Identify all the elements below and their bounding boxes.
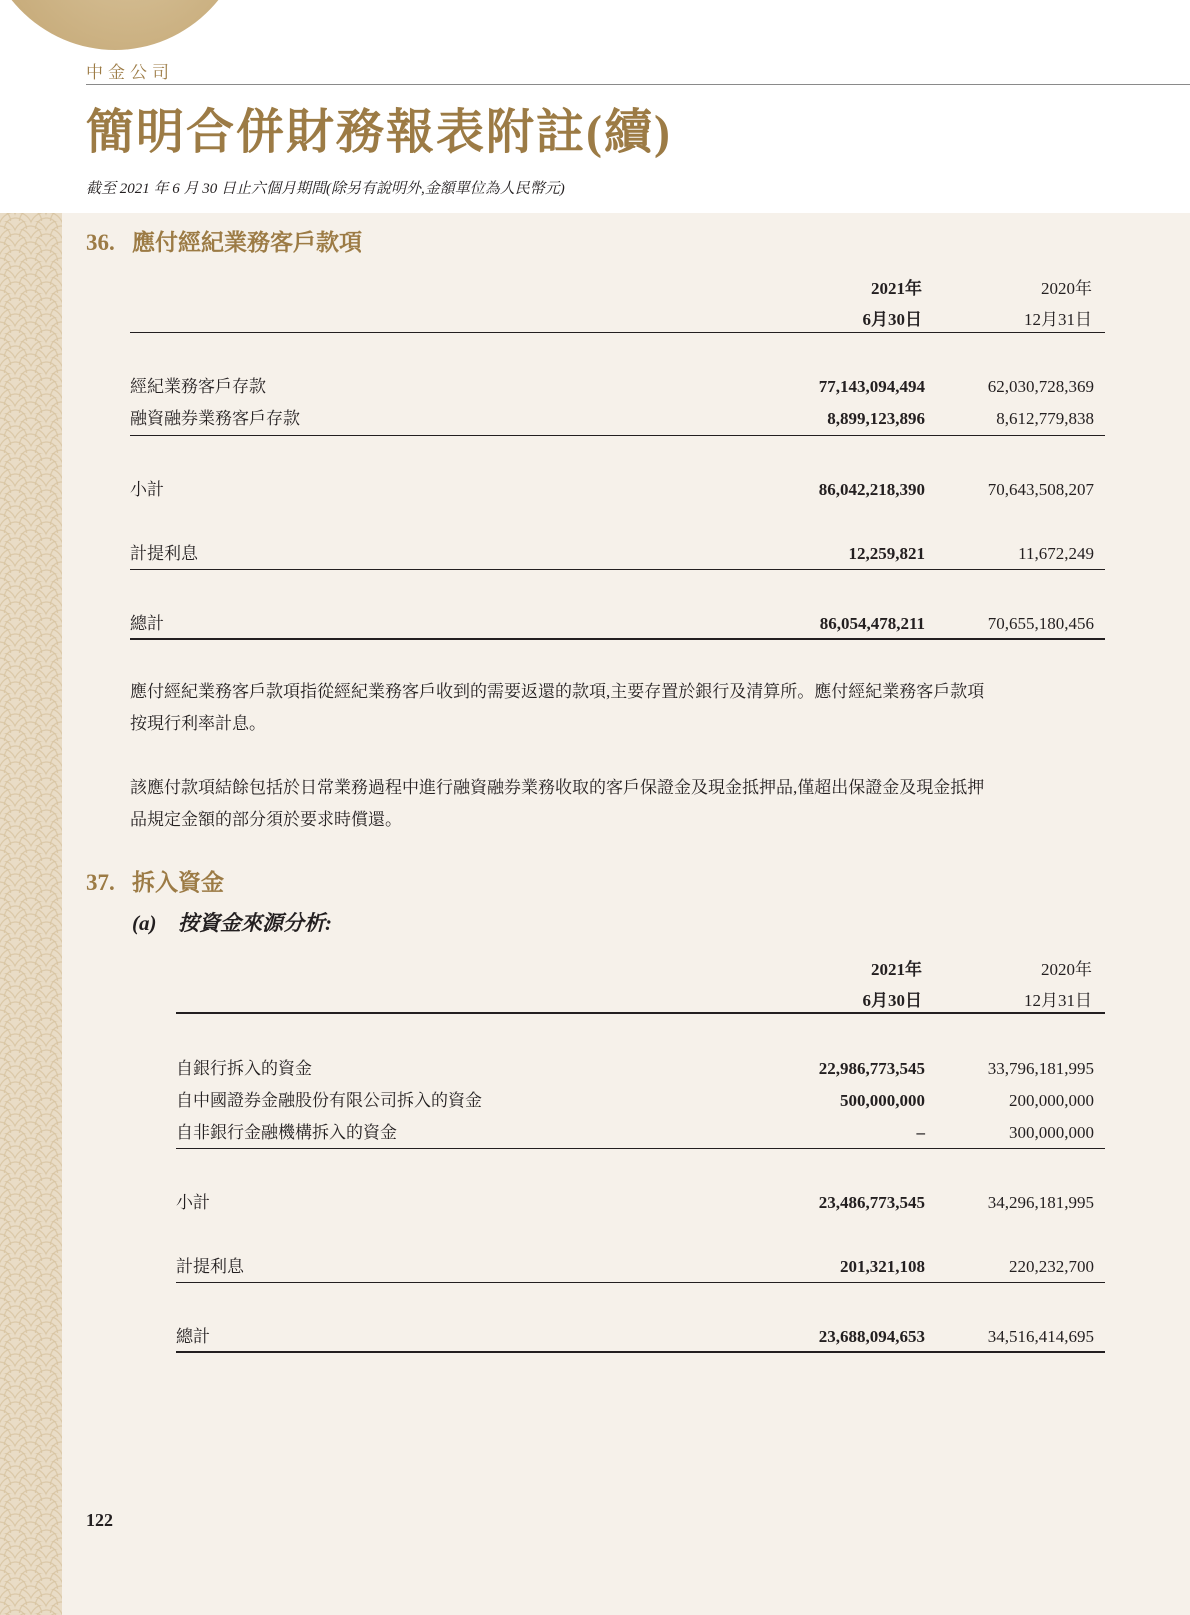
s36-col-2021-date: 6月30日: [862, 310, 922, 329]
page-title: 簡明合併財務報表附註(續): [86, 106, 672, 159]
page-subtitle: 截至 2021 年 6 月 30 日止六個月期間(除另有說明外,金額單位為人民幣元): [86, 181, 565, 197]
paragraph-line: 品規定金額的部分須於要求時償還。: [130, 810, 402, 829]
s36-rows-rule: [130, 435, 1105, 436]
s37-col-2020-date: 12月31日: [1024, 991, 1092, 1010]
section-37-heading: [86, 864, 224, 897]
s37-row-total: [176, 1325, 1105, 1349]
s36-row-subtotal: [130, 478, 1105, 502]
s36-total-rule: [130, 638, 1105, 640]
s36-header-rule: [130, 332, 1105, 333]
row-value-2021: 86,042,218,390: [818, 480, 925, 499]
row-label: 自銀行拆入的資金: [176, 1059, 312, 1078]
section-36-title: 應付經紀業務客戶款項: [132, 230, 362, 255]
s36-col-2020-year: 2020年: [1041, 279, 1092, 298]
s37-col-2021-date: 6月30日: [862, 991, 922, 1010]
row-value-2020: 62,030,728,369: [987, 377, 1094, 396]
section-37-number: 37.: [86, 870, 115, 895]
s36-row-interest: [130, 542, 1105, 566]
decorative-wave-strip: [0, 213, 62, 1615]
row-label: 計提利息: [176, 1257, 244, 1276]
row-label: 總計: [130, 614, 164, 633]
s36-row-margin-deposits: [130, 407, 1105, 431]
row-value-2020: 33,796,181,995: [987, 1059, 1094, 1078]
s37-interest-rule: [176, 1282, 1105, 1283]
row-label: 計提利息: [130, 544, 198, 563]
section-37a-heading: [132, 907, 332, 937]
row-value-2021: 22,986,773,545: [818, 1059, 925, 1078]
s37-header-rule: [176, 1012, 1105, 1014]
paragraph-line: 應付經紀業務客戶款項指從經紀業務客戶收到的需要返還的款項,主要存置於銀行及清算所。應付經紀業務客戶款項: [130, 682, 985, 701]
row-value-2020: 34,516,414,695: [987, 1327, 1094, 1346]
row-label: 融資融券業務客戶存款: [130, 409, 300, 428]
row-label: 總計: [176, 1327, 210, 1346]
s36-row-total: [130, 612, 1105, 636]
s37-row-nonbank-funds: [176, 1121, 1105, 1145]
s36-paragraph-2: [130, 772, 1108, 836]
s36-col-2021-year: 2021年: [871, 279, 922, 298]
row-value-2020: 8,612,779,838: [996, 409, 1094, 428]
row-value-2020: 300,000,000: [1009, 1123, 1094, 1142]
section-37a-number: (a): [132, 911, 157, 935]
row-label: 自非銀行金融機構拆入的資金: [176, 1123, 397, 1142]
s36-paragraph-1: [130, 676, 1108, 740]
row-label: 自中國證券金融股份有限公司拆入的資金: [176, 1091, 482, 1110]
row-value-2020: 70,655,180,456: [987, 614, 1094, 633]
section-36-heading: [86, 224, 362, 257]
row-value-2020: 34,296,181,995: [987, 1193, 1094, 1212]
section-37a-title: 按資金來源分析:: [178, 911, 332, 935]
section-37-title: 拆入資金: [132, 870, 224, 895]
row-label: 小計: [176, 1193, 210, 1212]
row-value-2021: 23,486,773,545: [818, 1193, 925, 1212]
s36-col-2020-date: 12月31日: [1024, 310, 1092, 329]
header-divider: [86, 84, 1190, 85]
row-value-2021: –: [916, 1123, 925, 1142]
row-value-2021: 201,321,108: [840, 1257, 925, 1276]
row-value-2021: 23,688,094,653: [818, 1327, 925, 1346]
s37-col-2020-year: 2020年: [1041, 960, 1092, 979]
logo-seal-graphic: [0, 0, 250, 50]
row-label: 經紀業務客戶存款: [130, 377, 266, 396]
s37-total-rule: [176, 1351, 1105, 1353]
row-value-2020: 220,232,700: [1009, 1257, 1094, 1276]
page-number: 122: [86, 1510, 113, 1530]
row-value-2021: 77,143,094,494: [818, 377, 925, 396]
row-value-2020: 11,672,249: [1018, 544, 1094, 563]
section-36-number: 36.: [86, 230, 115, 255]
row-value-2020: 70,643,508,207: [987, 480, 1094, 499]
s37-col-2021-year: 2021年: [871, 960, 922, 979]
row-value-2021: 12,259,821: [848, 544, 925, 563]
s37-row-subtotal: [176, 1191, 1105, 1215]
row-value-2020: 200,000,000: [1009, 1091, 1094, 1110]
paragraph-line: 按現行利率計息。: [130, 714, 266, 733]
company-name: 中金公司: [86, 63, 174, 82]
paragraph-line: 該應付款項結餘包括於日常業務過程中進行融資融券業務收取的客戶保證金及現金抵押品,僅超出保證金及現金抵押: [130, 778, 985, 797]
page-header: [0, 0, 1190, 213]
row-value-2021: 500,000,000: [840, 1091, 925, 1110]
row-value-2021: 86,054,478,211: [819, 614, 925, 633]
s37-row-bank-funds: [176, 1057, 1105, 1081]
s37-row-csf-funds: [176, 1089, 1105, 1113]
row-value-2021: 8,899,123,896: [827, 409, 925, 428]
s37-row-interest: [176, 1255, 1105, 1279]
row-label: 小計: [130, 480, 164, 499]
s36-interest-rule: [130, 569, 1105, 570]
s36-row-brokerage-deposits: [130, 375, 1105, 399]
s37-rows-rule: [176, 1148, 1105, 1149]
